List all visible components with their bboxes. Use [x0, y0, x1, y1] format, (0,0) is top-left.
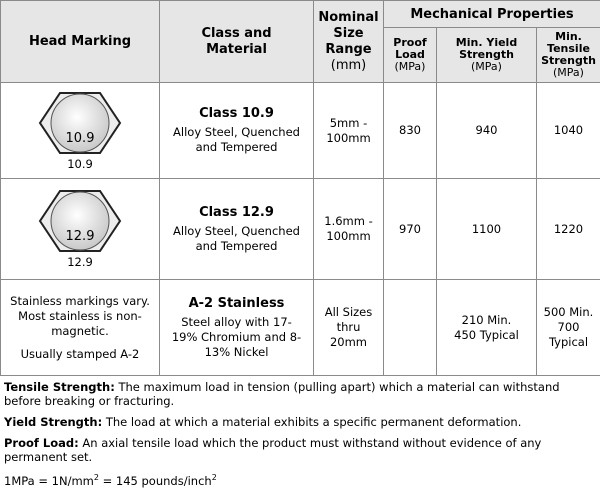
head-marking-cell — [1, 83, 160, 179]
header-head-marking: Head Marking — [1, 1, 160, 83]
head-marking-cell — [1, 179, 160, 280]
header-proof-load: Proof Load (MPa) — [384, 28, 437, 83]
header-min-yield: Min. Yield Strength (MPa) — [437, 28, 537, 83]
size-range-cell: 1.6mm - 100mm — [314, 179, 384, 280]
definition-proof: Proof Load: An axial tensile load which the product must withstand without evidence of any permanent set. — [4, 436, 542, 464]
class-material-cell: Class 12.9 Alloy Steel, Quenched and Tempered — [160, 179, 314, 280]
definitions-section — [4, 380, 598, 495]
yield-strength-cell: 1100 — [437, 179, 537, 280]
table-row — [1, 179, 600, 280]
hex-stamp-text: 10.9 — [65, 130, 95, 146]
head-marking-cell: Stainless markings vary. Most stainless is non- magnetic. Usually stamped A-2 — [1, 280, 160, 376]
definition-yield: Yield Strength: The load at which a material exhibits a specific permanent deformation. — [4, 415, 522, 429]
table-row — [1, 83, 600, 179]
class-material-cell: Class 10.9 Alloy Steel, Quenched and Tempered — [160, 83, 314, 179]
header-nominal-size: Nominal Size Range (mm) — [314, 1, 384, 83]
header-min-tensile: Min. Tensile Strength (MPa) — [537, 28, 600, 83]
yield-strength-cell: 210 Min. 450 Typical — [437, 280, 537, 376]
marking-label: 10.9 — [67, 156, 93, 171]
proof-load-cell: 830 — [384, 83, 437, 179]
class-title: Class 12.9 — [199, 204, 274, 220]
hex-stamp-text: 12.9 — [65, 229, 95, 244]
hex-bolt-head-icon — [38, 91, 122, 155]
marking-label: 12.9 — [67, 255, 93, 269]
proof-load-cell — [384, 280, 437, 376]
class-title: A-2 Stainless — [188, 295, 285, 311]
size-range-cell: All Sizes thru 20mm — [314, 280, 384, 376]
unit-conversion: $1MPa = 1N/mm^2 = 145$ pounds/inch$^2$ — [4, 473, 217, 488]
class-title: Class 10.9 — [199, 106, 274, 121]
header-mechanical-properties: Mechanical Properties — [384, 1, 600, 28]
definition-tensile: Tensile Strength: The maximum load in tension (pulling apart) which a material can withstand before breaking or fracturing. — [4, 380, 560, 408]
table-row — [1, 280, 600, 376]
class-material-cell: A-2 Stainless Steel alloy with 17- 19% Chromium and 8- 13% Nickel — [160, 280, 314, 376]
marking-note: Usually stamped A-2 — [20, 346, 140, 361]
hex-bolt-head-icon — [38, 189, 122, 253]
yield-strength-cell: 940 — [437, 83, 537, 179]
tensile-strength-cell: 500 Min. 700 Typical — [537, 280, 600, 376]
size-range-cell: 5mm - 100mm — [314, 83, 384, 179]
proof-load-cell: 970 — [384, 179, 437, 280]
tensile-strength-cell: 1220 — [537, 179, 600, 280]
tensile-strength-cell: 1040 — [537, 83, 600, 179]
header-class-material: Class and Material — [160, 1, 314, 83]
